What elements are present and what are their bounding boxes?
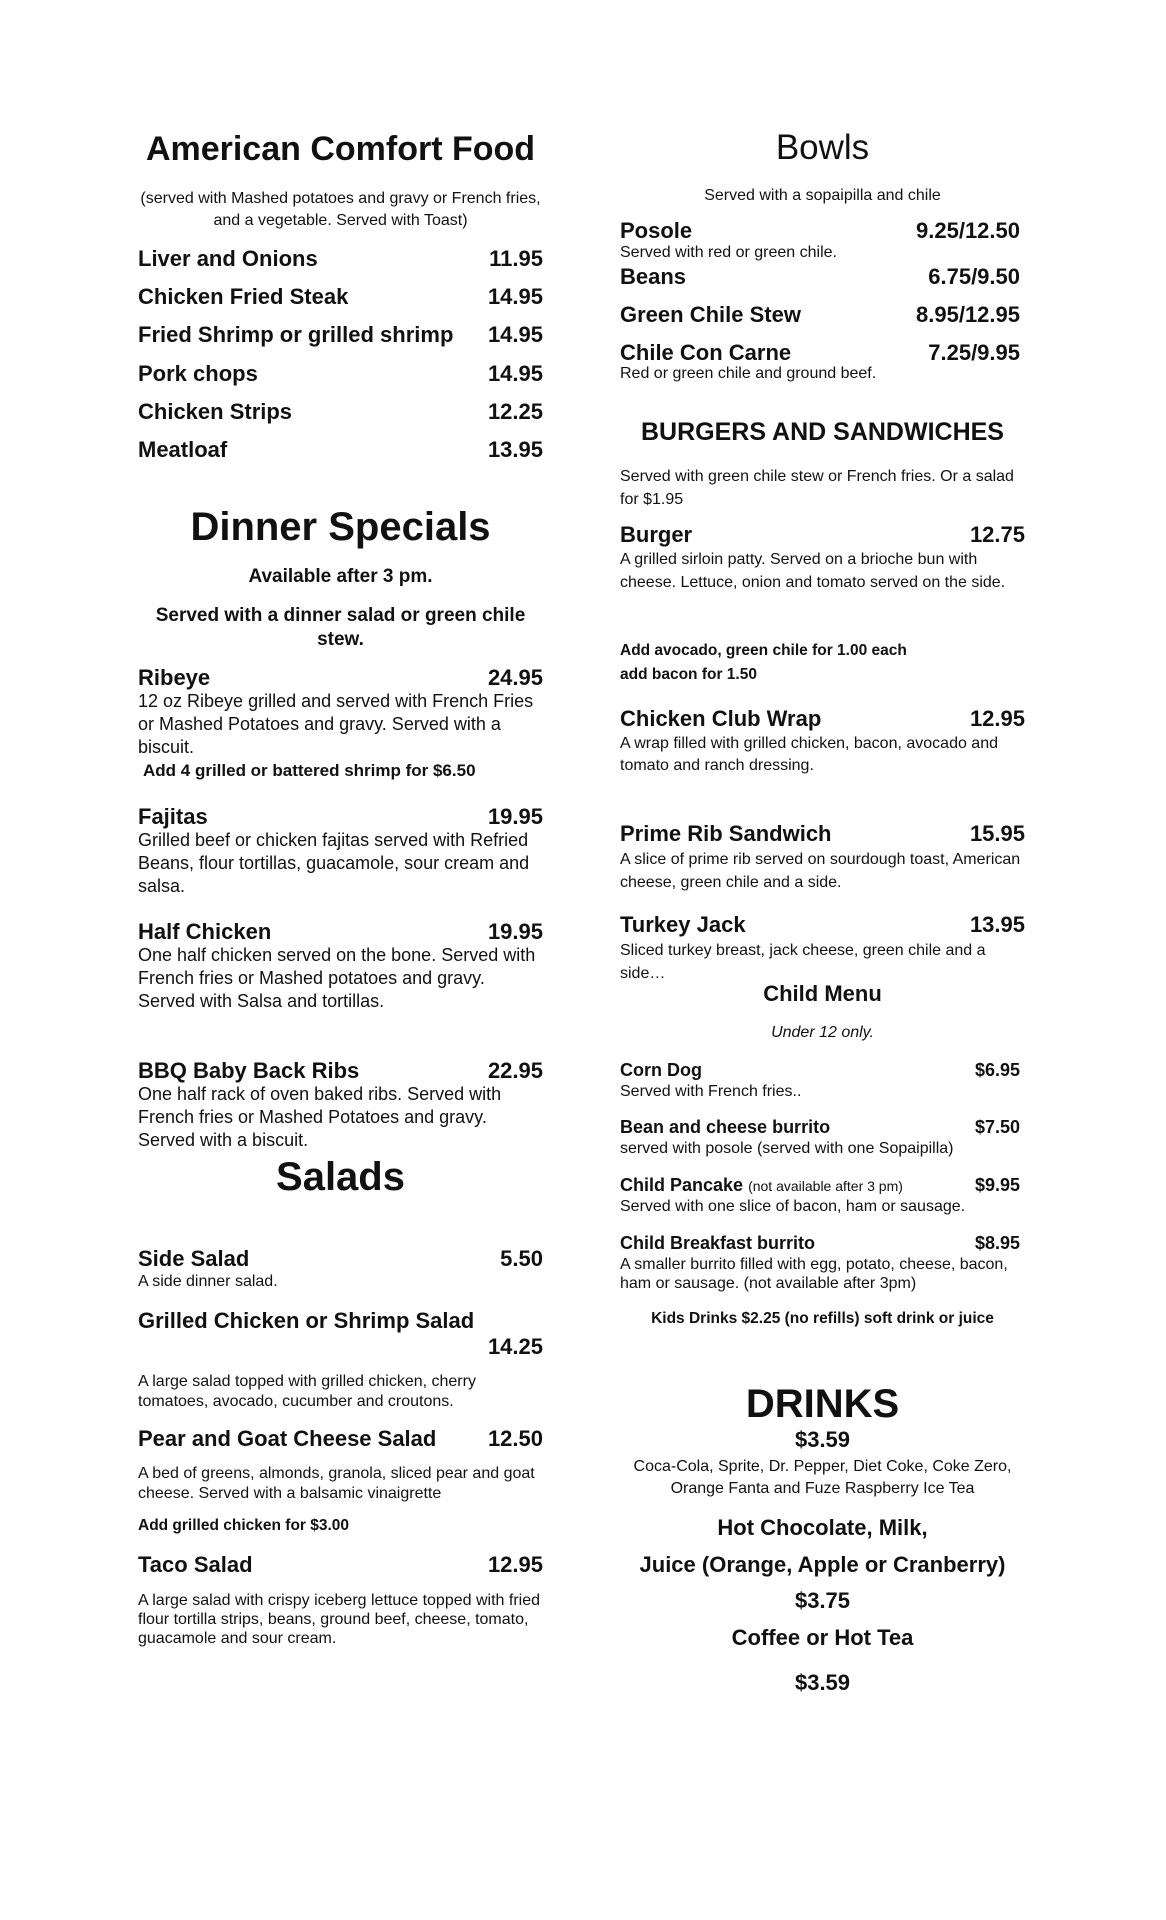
drinks-price: $3.59 [794, 1670, 851, 1695]
bowls-title: Bowls [775, 128, 870, 167]
menu-item: Corn Dog $6.95 [620, 1060, 1020, 1080]
menu-item: Bean and cheese burrito $7.50 [620, 1117, 1020, 1137]
soda-list: Coca-Cola, Sprite, Dr. Pepper, Diet Coke, Coke Zero, Orange Fanta and Fuze Raspberry Ice Tea [633, 1458, 1012, 1497]
item-addon: Add grilled chicken for $3.00 [138, 1517, 350, 1534]
item-description: Served with one slice of bacon, ham or sausage. [620, 1198, 966, 1215]
drinks-line: Juice (Orange, Apple or Cranberry) [639, 1552, 1006, 1577]
item-addon: Add avocado, green chile for 1.00 each [620, 642, 907, 659]
item-addon: Add 4 grilled or battered shrimp for $6.50 [143, 761, 476, 780]
menu-item: Turkey Jack 13.95 [620, 912, 1025, 937]
drinks-price: $3.59 [794, 1427, 851, 1452]
menu-item: Side Salad 5.50 [138, 1246, 543, 1271]
burgers-subtitle: Served with green chile stew or French fries. Or a salad for $1.95 [620, 468, 1014, 508]
item-description: One half chicken served on the bone. Served with French fries or Mashed potatoes and gravy. Served with Salsa and tortillas. [138, 945, 536, 1011]
item-description: A smaller burrito filled with egg, potato, cheese, bacon, ham or sausage. (not available after 3pm) [620, 1256, 1008, 1292]
item-description: A grilled sirloin patty. Served on a brioche bun with cheese. Lettuce, onion and tomato served on the side. [620, 551, 1006, 591]
drinks-title: DRINKS [745, 1382, 900, 1426]
dinner-note: Served with a dinner salad or green chile stew. [155, 605, 526, 650]
item-description: A bed of greens, almonds, granola, sliced pear and goat cheese. Served with a balsamic vinaigrette [138, 1465, 535, 1502]
item-description: One half rack of oven baked ribs. Served with French fries or Mashed Potatoes and gravy. Served with a biscuit. [138, 1084, 502, 1150]
item-description: Served with French fries.. [620, 1083, 802, 1100]
item-description: Red or green chile and ground beef. [620, 365, 877, 382]
item-description: Sliced turkey breast, jack cheese, green chile and a side… [620, 942, 986, 982]
menu-item: Prime Rib Sandwich 15.95 [620, 821, 1025, 846]
kids-drinks: Kids Drinks $2.25 (no refills) soft drink or juice [651, 1310, 994, 1327]
menu-item: Posole 9.25/12.50 [620, 218, 1020, 243]
item-description: A large salad topped with grilled chicken, cherry tomatoes, avocado, cucumber and croutons. [138, 1373, 476, 1410]
menu-item-name: Grilled Chicken or Shrimp Salad [138, 1308, 475, 1333]
menu-item: Chicken Fried Steak 14.95 [138, 284, 543, 309]
item-description: Grilled beef or chicken fajitas served with Refried Beans, flour tortillas, guacamole, sour cream and salsa. [138, 830, 530, 896]
dinner-title: Dinner Specials [190, 505, 491, 549]
menu-item: Half Chicken 19.95 [138, 919, 543, 944]
item-description: served with posole (served with one Sopaipilla) [620, 1140, 954, 1157]
bowls-subtitle: Served with a sopaipilla and chile [704, 187, 941, 204]
item-description: A slice of prime rib served on sourdough toast, American cheese, green chile and a side. [620, 851, 1021, 891]
menu-item: BBQ Baby Back Ribs 22.95 [138, 1058, 543, 1083]
menu-item: Chicken Strips 12.25 [138, 399, 543, 424]
menu-item: Chicken Club Wrap 12.95 [620, 706, 1025, 731]
menu-item: Beans 6.75/9.50 [620, 264, 1020, 289]
menu-item: Pear and Goat Cheese Salad 12.50 [138, 1426, 543, 1451]
item-description: A side dinner salad. [138, 1273, 278, 1290]
item-description: A large salad with crispy iceberg lettuce topped with fried flour tortilla strips, beans, ground beef, cheese, tomato, guacamole and sour cream. [138, 1592, 540, 1647]
menu-item: Fajitas 19.95 [138, 804, 543, 829]
drinks-line: Hot Chocolate, Milk, [717, 1515, 928, 1540]
menu-item: Pork chops 14.95 [138, 361, 543, 386]
item-description: A wrap filled with grilled chicken, bacon, avocado and tomato and ranch dressing. [620, 735, 998, 774]
drinks-price: $3.75 [794, 1588, 851, 1613]
comfort-title: American Comfort Food [145, 130, 536, 168]
menu-item-price: 14.25 [487, 1334, 543, 1359]
comfort-subtitle: (served with Mashed potatoes and gravy or French fries, and a vegetable. Served with Toast) [140, 190, 541, 229]
menu-item: Fried Shrimp or grilled shrimp 14.95 [138, 322, 543, 347]
menu-item: Child Breakfast burrito $8.95 [620, 1233, 1020, 1253]
menu-item: Meatloaf 13.95 [138, 437, 543, 462]
child-subtitle: Under 12 only. [771, 1024, 874, 1041]
menu-item: Taco Salad 12.95 [138, 1552, 543, 1577]
menu-item: Green Chile Stew 8.95/12.95 [620, 302, 1020, 327]
item-description: 12 oz Ribeye grilled and served with French Fries or Mashed Potatoes and gravy. Served with a biscuit. [138, 691, 534, 757]
menu-item: Chile Con Carne 7.25/9.95 [620, 340, 1020, 365]
menu-item: Ribeye 24.95 [138, 665, 543, 690]
item-description: Served with red or green chile. [620, 244, 837, 261]
menu-item: Liver and Onions 11.95 [138, 246, 543, 271]
burgers-title: BURGERS AND SANDWICHES [641, 418, 1004, 446]
child-title: Child Menu [763, 981, 882, 1006]
menu-item: Burger 12.75 [620, 522, 1025, 547]
menu-item: Child Pancake (not available after 3 pm) $9.95 [620, 1175, 1020, 1195]
item-addon: add bacon for 1.50 [620, 666, 757, 683]
dinner-note: Available after 3 pm. [248, 566, 433, 587]
salads-title: Salads [276, 1155, 405, 1199]
drinks-line: Coffee or Hot Tea [731, 1625, 914, 1650]
